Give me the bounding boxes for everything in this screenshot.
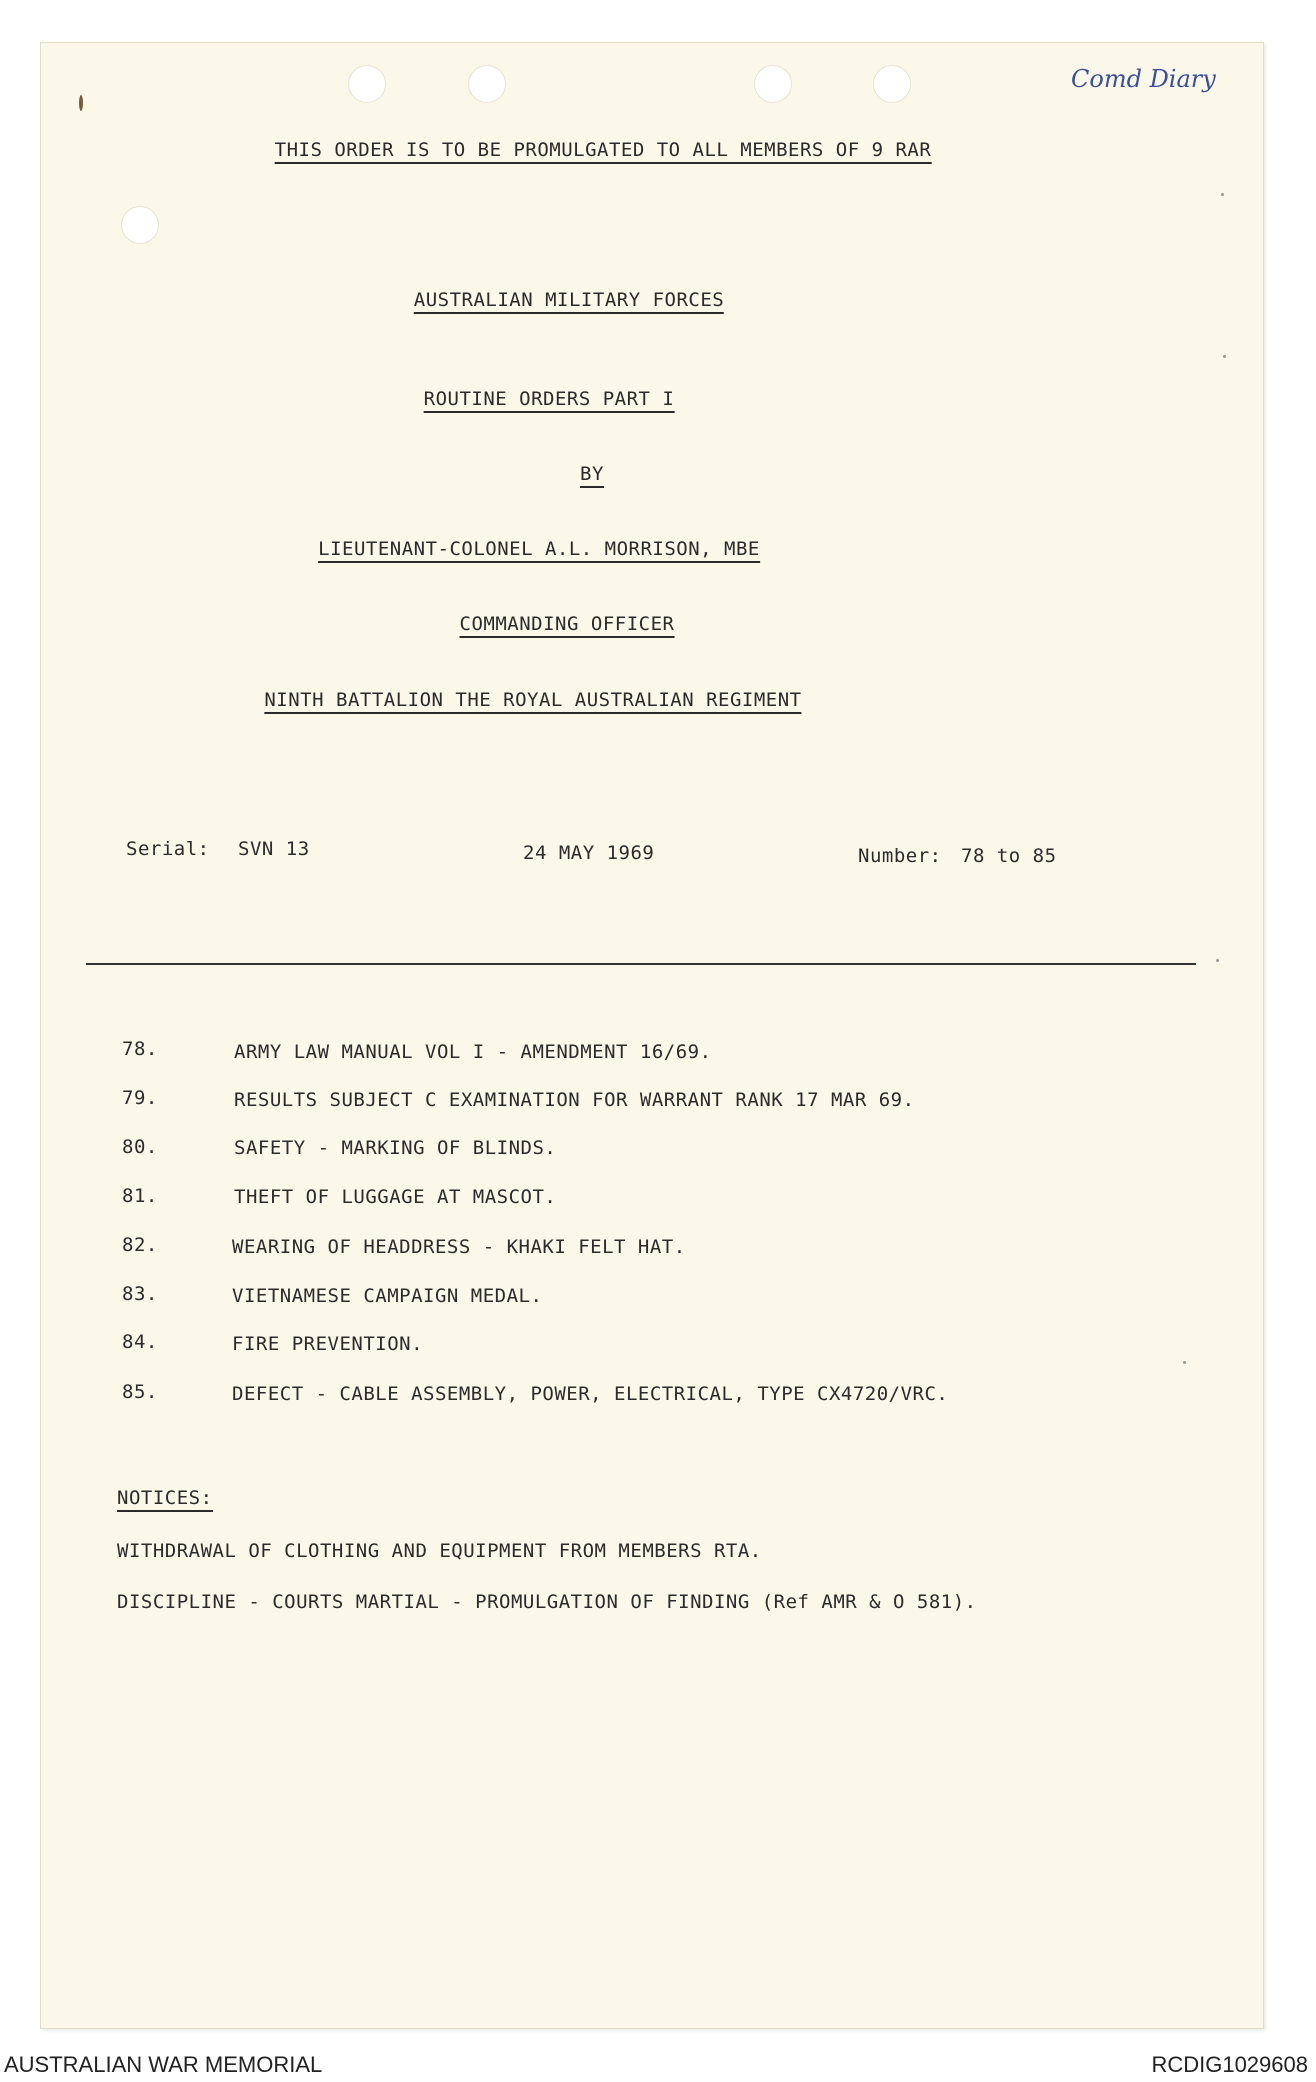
item-text: VIETNAMESE CAMPAIGN MEDAL. (232, 1285, 543, 1307)
archive-credit: AUSTRALIAN WAR MEMORIAL (4, 2052, 323, 2077)
promulgation-notice: THIS ORDER IS TO BE PROMULGATED TO ALL MEMBERS OF 9 RAR (275, 139, 932, 164)
unit-name: NINTH BATTALION THE ROYAL AUSTRALIAN REGIMENT (264, 689, 801, 714)
item-text: THEFT OF LUGGAGE AT MASCOT. (234, 1186, 557, 1208)
item-text: DEFECT - CABLE ASSEMBLY, POWER, ELECTRICAL, TYPE CX4720/VRC. (232, 1383, 949, 1405)
item-number: 83. (122, 1283, 158, 1305)
force-heading: AUSTRALIAN MILITARY FORCES (414, 289, 724, 314)
document-page (40, 42, 1264, 2029)
divider (86, 963, 1196, 965)
order-date: 24 MAY 1969 (523, 842, 655, 864)
paper-mark (1221, 193, 1224, 196)
item-number: 78. (122, 1038, 158, 1060)
notice-line: DISCIPLINE - COURTS MARTIAL - PROMULGATION OF FINDING (Ref AMR & O 581). (117, 1591, 977, 1613)
punch-hole (754, 65, 792, 103)
number-value: 78 to 85 (961, 845, 1057, 867)
item-number: 82. (122, 1234, 158, 1256)
handwritten-note: Comd Diary (1071, 65, 1216, 93)
punch-hole (468, 65, 506, 103)
item-text: WEARING OF HEADDRESS - KHAKI FELT HAT. (232, 1236, 686, 1258)
item-number: 80. (122, 1136, 158, 1158)
item-number: 85. (122, 1381, 158, 1403)
officer-role: COMMANDING OFFICER (460, 613, 675, 638)
officer-name: LIEUTENANT-COLONEL A.L. MORRISON, MBE (318, 538, 760, 563)
item-number: 84. (122, 1331, 158, 1353)
item-text: FIRE PREVENTION. (232, 1333, 424, 1355)
serial-value: SVN 13 (238, 838, 310, 860)
archive-id: RCDIG1029608 (1151, 2052, 1308, 2077)
item-text: RESULTS SUBJECT C EXAMINATION FOR WARRANT RANK 17 MAR 69. (234, 1089, 915, 1111)
notice-line: WITHDRAWAL OF CLOTHING AND EQUIPMENT FROM MEMBERS RTA. (117, 1540, 762, 1562)
paper-mark (79, 95, 83, 111)
number-label: Number: (858, 845, 942, 867)
item-text: SAFETY - MARKING OF BLINDS. (234, 1137, 557, 1159)
serial-label: Serial: (126, 838, 210, 860)
item-number: 79. (122, 1087, 158, 1109)
item-number: 81. (122, 1185, 158, 1207)
punch-hole (873, 65, 911, 103)
by-heading: BY (580, 463, 604, 488)
punch-hole (121, 206, 159, 244)
orders-heading: ROUTINE ORDERS PART I (424, 388, 675, 413)
notices-heading: NOTICES: (117, 1487, 213, 1512)
paper-mark (1223, 355, 1226, 358)
paper-mark (1216, 959, 1219, 962)
paper-mark (1183, 1361, 1186, 1364)
punch-hole (348, 65, 386, 103)
item-text: ARMY LAW MANUAL VOL I - AMENDMENT 16/69. (234, 1041, 712, 1063)
